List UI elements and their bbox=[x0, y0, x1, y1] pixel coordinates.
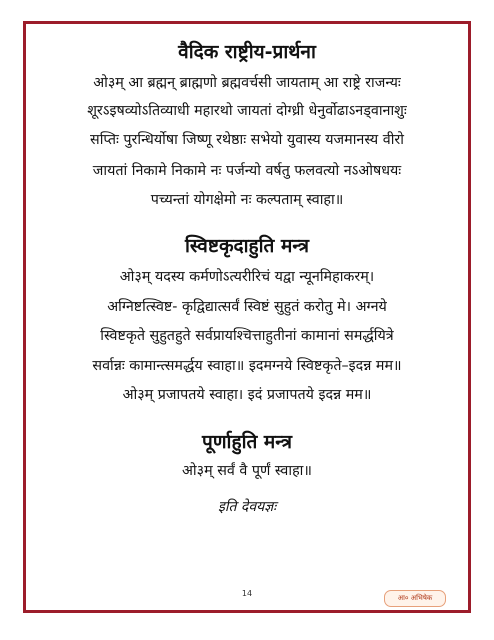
page-number: 14 bbox=[241, 589, 253, 598]
text-line: ओ३म् सर्वं वै पूर्णं स्वाहा॥ bbox=[182, 463, 312, 479]
text-line: ओ३म् आ ब्रह्मन् ब्राह्मणो ब्रह्मवर्चसी जायताम् आ राष्ट्रे राजन्यः bbox=[93, 75, 401, 91]
text-line: अग्निष्टत्स्विष्ट- कृद्विद्यात्सर्वं स्विष्टं सुहुतं करोतु मे। अग्नये bbox=[107, 299, 387, 315]
text-line: स्विष्टकृते सुहुतहुते सर्वप्रायश्चित्ताहुतीनां कामानां समर्द्धयित्रे bbox=[100, 328, 394, 344]
publisher-stamp: आ० अभिषेक bbox=[384, 590, 446, 607]
closing-line: इति देवयज्ञः bbox=[217, 499, 277, 515]
text-line: ओ३म् यदस्य कर्मणोऽत्यरीरिचं यद्वा न्यूनमिहाकरम्। bbox=[119, 269, 375, 285]
text-line: सप्तिः पुरन्धिर्योषा जिष्णू रथेष्ठाः सभेयो युवास्य यजमानस्य वीरो bbox=[90, 132, 404, 148]
section-heading-swishtakrit-ahuti: स्विष्टकृदाहुति मन्त्र bbox=[184, 235, 310, 257]
text-line: शूरऽइषव्योऽतिव्याधी महारथो जायतां दोग्ध्री धेनुर्वोढाऽनड्वानाशुः bbox=[87, 103, 407, 119]
text-line: सर्वान्नः कामान्त्समर्द्धय स्वाहा॥ इदमग्नये स्विष्टकृते–इदन्न मम॥ bbox=[92, 358, 402, 374]
text-line: पच्यन्तां योगक्षेमो नः कल्पताम् स्वाहा॥ bbox=[150, 192, 344, 208]
text-line: ओ३म् प्रजापतये स्वाहा। इदं प्रजापतये इदन्न मम॥ bbox=[122, 387, 372, 403]
text-line: जायतां निकामे निकामे नः पर्जन्यो वर्षतु फलवत्यो नऽओषधयः bbox=[92, 163, 402, 179]
section-heading-rashtriya-prarthana: वैदिक राष्ट्रीय-प्रार्थना bbox=[178, 41, 316, 63]
section-heading-purnahuti: पूर्णाहुति मन्त्र bbox=[202, 431, 292, 453]
